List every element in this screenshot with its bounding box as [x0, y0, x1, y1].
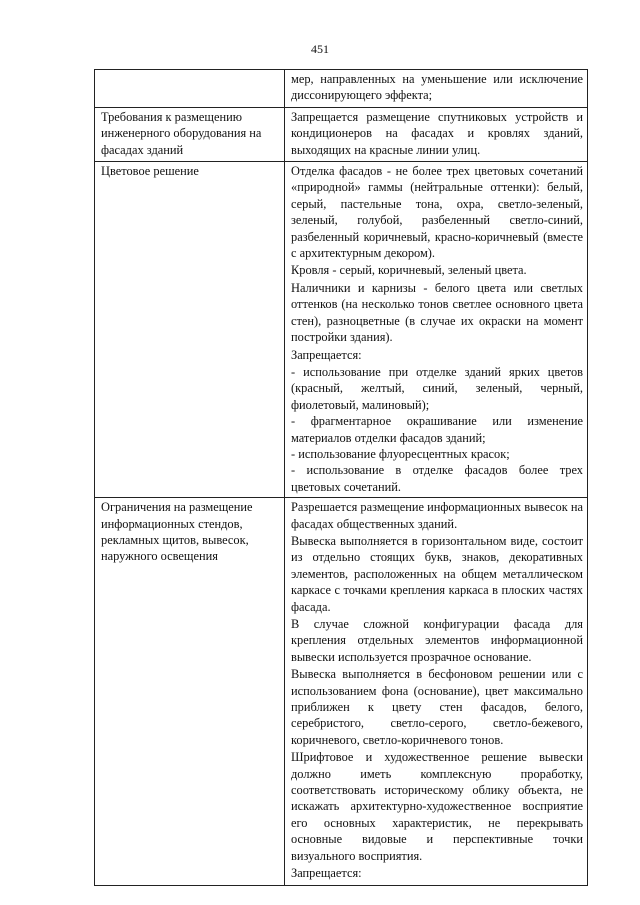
row-label-cell [95, 70, 285, 108]
list-item: - фрагментарное окрашивание или изменение материалов отделки фасадов зданий; [291, 414, 583, 445]
paragraph: Кровля - серый, коричневый, зеленый цвета. [291, 263, 527, 278]
table-row [95, 70, 588, 108]
paragraph: Разрешается размещение информационных вывесок на фасадах общественных зданий. [291, 500, 583, 531]
paragraph: Отделка фасадов - не более трех цветовых сочетаний «природной» гаммы (нейтральные оттенки): белый, серый, пастельные тона, охра, светло-зеленый, зеленый, голубой, разбеленный светло-синий, разбеленный коричневый, красно-коричневый (вместе с архитектурным декором). [291, 164, 583, 261]
row-label: Требования к размещению инженерного оборудования на фасадах зданий [101, 109, 262, 157]
paragraph: Шрифтовое и художественное решение вывески должно иметь комплексную проработку, соответствовать историческому облику объекта, не искажать архитектурно-художественное восприятие его основных характеристик, не перекрывать основные видовые и перспективные точки визуального восприятия. [291, 750, 583, 863]
paragraph: Запрещается: [291, 347, 362, 362]
row-label-cell [95, 498, 285, 885]
page-number: 451 [311, 42, 329, 56]
row-label-cell [95, 107, 285, 161]
paragraph: Запрещается размещение спутниковых устройств и кондиционеров на фасадах и кровлях зданий, выходящих на красные линии улиц. [291, 109, 583, 157]
paragraph: Запрещается: [291, 866, 362, 881]
row-content-cell [285, 107, 588, 161]
regulations-table [94, 69, 588, 886]
table-row [95, 107, 588, 161]
row-label: Цветовое решение [101, 164, 199, 179]
row-label: Ограничения на размещение информационных стендов, рекламных щитов, вывесок, наружного освещения [101, 500, 253, 564]
paragraph: Наличники и карнизы - белого цвета или светлых оттенков (на несколько тонов светлее основного цвета стен), разноцветные (в случае их окраски на момент постройки здания). [291, 280, 583, 345]
table-row [95, 498, 588, 885]
row-content-cell [285, 498, 588, 885]
paragraph: мер, направленных на уменьшение или исключение диссонирующего эффекта; [291, 72, 583, 103]
row-content-cell [285, 70, 588, 108]
list-item: - использование в отделке фасадов более трех цветовых сочетаний. [291, 463, 583, 494]
paragraph: Вывеска выполняется в бесфоновом решении или с использованием фона (основание), цвет максимально приближен к цвету стен фасадов, белого, серебристого, светло-серого, светло-бежевого, коричневого, светло-коричневого тонов. [291, 667, 583, 747]
list-item: - использование при отделке зданий ярких цветов (красный, желтый, синий, зеленый, черный, фиолетовый, малиновый); [291, 364, 583, 412]
table-row [95, 162, 588, 498]
paragraph: Вывеска выполняется в горизонтальном виде, состоит из отдельно стоящих букв, знаков, декоративных элементов, расположенных на общем металлическом каркасе с точками крепления каркаса в плоских частях фасада. [291, 533, 583, 614]
list-item: - использование флуоресцентных красок; [291, 446, 510, 461]
row-label-cell [95, 162, 285, 498]
paragraph: В случае сложной конфигурации фасада для крепления отдельных элементов информационной вывески используется прозрачное основание. [291, 617, 583, 664]
row-content-cell [285, 162, 588, 498]
